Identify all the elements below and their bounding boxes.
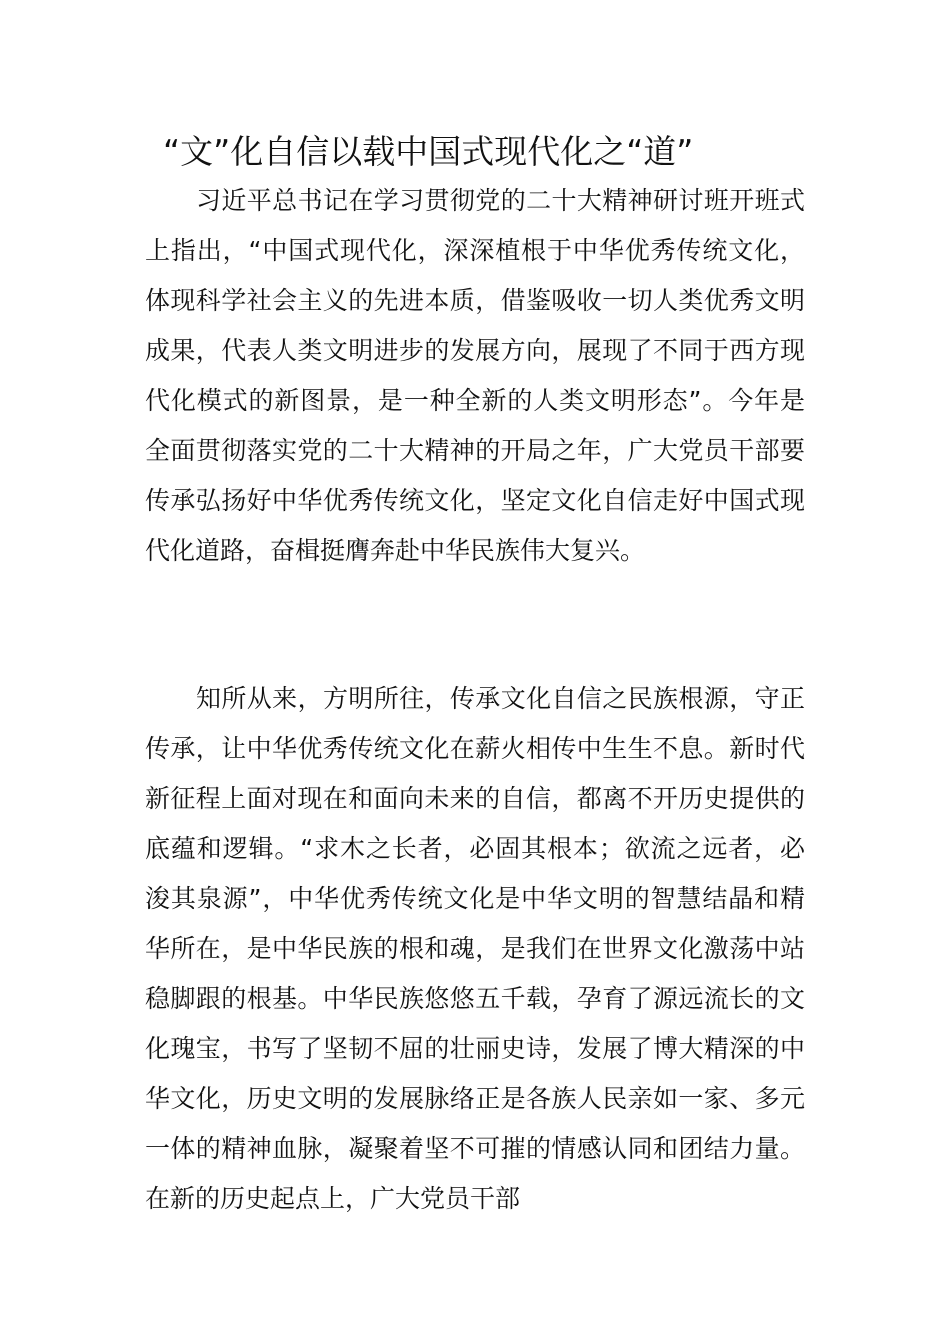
paragraph-1: 习近平总书记在学习贯彻党的二十大精神研讨班开班式上指出，“中国式现代化，深深植根于中华优秀传统文化，体现科学社会主义的先进本质，借鉴吸收一切人类优秀文明成果，代表人类文明进步的发展方向，展现了不同于西方现代化模式的新图景，是一种全新的人类文明形态”。今年是全面贯彻落实党的二十大精神的开局之年，广大党员干部要传承弘扬好中华优秀传统文化，坚定文化自信走好中国式现代化道路，奋楫挺膺奔赴中华民族伟大复兴。 [145, 186, 805, 565]
paragraph-2: 知所从来，方明所往，传承文化自信之民族根源，守正传承，让中华优秀传统文化在薪火相传中生生不息。新时代新征程上面对现在和面向未来的自信，都离不开历史提供的底蕴和逻辑。“求木之长者，必固其根本；欲流之远者，必浚其泉源”，中华优秀传统文化是中华文明的智慧结晶和精华所在，是中华民族的根和魂，是我们在世界文化激荡中站稳脚跟的根基。中华民族悠悠五千载，孕育了源远流长的文化瑰宝，书写了坚韧不屈的壮丽史诗，发展了博大精深的中华文化，历史文明的发展脉络正是各族人民亲如一家、多元一体的精神血脉，凝聚着坚不可摧的情感认同和团结力量。在新的历史起点上，广大党员干部 [145, 684, 805, 1213]
document-title: “文”化自信以载中国式现代化之“道” [163, 132, 694, 171]
